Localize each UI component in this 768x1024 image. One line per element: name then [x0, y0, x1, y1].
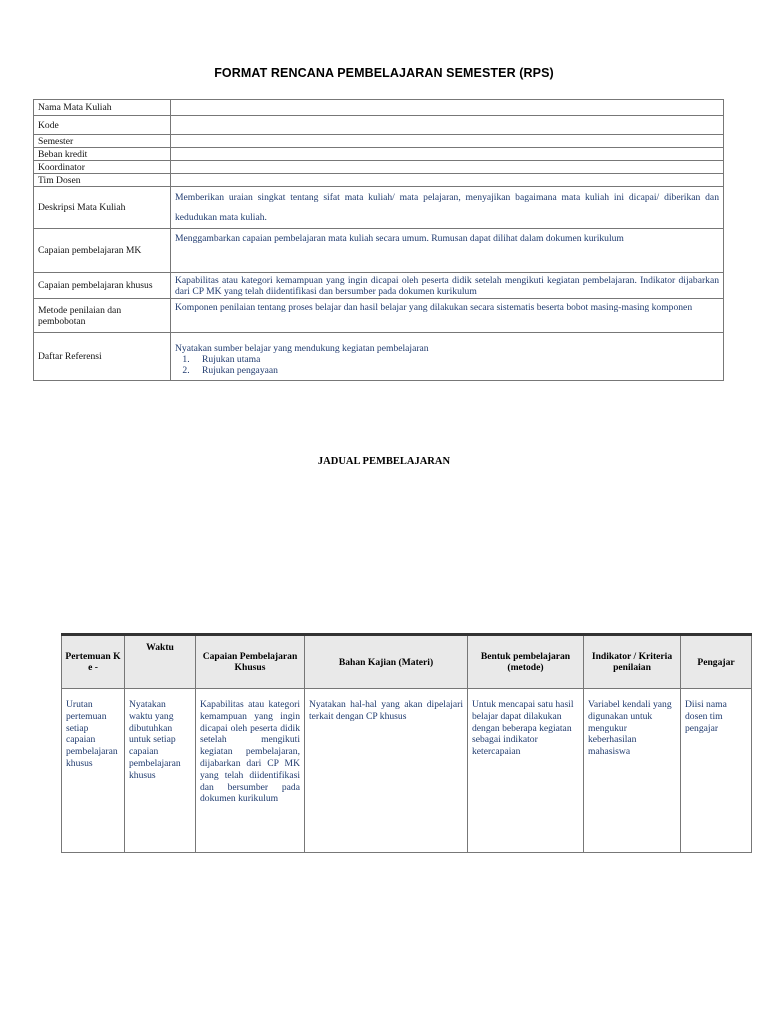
table-row: [34, 333, 724, 381]
beban-kredit-label: Beban kredit: [34, 148, 171, 161]
table-row: [62, 689, 752, 853]
cell-bentuk-pembelajaran: Untuk mencapai satu hasil belajar dapat dilakukan dengan beberapa kegiatan sebagai indikator ketercapaian: [468, 689, 584, 853]
rps-info-table: [33, 99, 724, 381]
table-row: [34, 229, 724, 273]
capaian-khusus-label: Capaian pembelajaran khusus: [34, 273, 171, 299]
cell-waktu: Nyatakan waktu yang dibutuhkan untuk setiap capaian pembelajaran khusus: [125, 689, 196, 853]
semester-label: Semester: [34, 135, 171, 148]
metode-label: Metode penilaian dan pembobotan: [34, 299, 171, 333]
nama-mata-kuliah-field[interactable]: [171, 100, 724, 116]
cell-pengajar: Diisi nama dosen tim pengajar: [681, 689, 752, 853]
referensi-list: [175, 354, 719, 376]
header-bentuk-pembelajaran: Bentuk pembelajaran (metode): [468, 635, 584, 689]
header-capaian: Capaian Pembelajaran Khusus: [196, 635, 305, 689]
header-indikator: Indikator / Kriteria penilaian: [584, 635, 681, 689]
table-row: [34, 187, 724, 229]
header-pertemuan: Pertemuan K e -: [62, 635, 125, 689]
table-row: [34, 174, 724, 187]
koordinator-field[interactable]: [171, 161, 724, 174]
cell-indikator: Variabel kendali yang digunakan untuk mengukur keberhasilan mahasiswa: [584, 689, 681, 853]
capaian-mk-value: Menggambarkan capaian pembelajaran mata kuliah secara umum. Rumusan dapat dilihat dalam dokumen kurikulum: [171, 229, 724, 273]
capaian-mk-label: Capaian pembelajaran MK: [34, 229, 171, 273]
cell-bahan-kajian: Nyatakan hal-hal yang akan dipelajari terkait dengan CP khusus: [305, 689, 468, 853]
nama-mata-kuliah-label: Nama Mata Kuliah: [34, 100, 171, 116]
table-row: [34, 148, 724, 161]
cell-pertemuan: Urutan pertemuan setiap capaian pembelajaran khusus: [62, 689, 125, 853]
referensi-label: Daftar Referensi: [34, 333, 171, 381]
header-waktu: Waktu: [125, 635, 196, 689]
metode-value: Komponen penilaian tentang proses belajar dan hasil belajar yang dilakukan secara sistematis beserta bobot masing-masing komponen: [171, 299, 724, 333]
deskripsi-value: Memberikan uraian singkat tentang sifat mata kuliah/ mata pelajaran, menyajikan bagaimana mata kuliah ini dicapai/ diberikan dan kedudukan mata kuliah.: [171, 187, 724, 229]
schedule-table: [61, 633, 752, 853]
kode-field[interactable]: [171, 116, 724, 135]
deskripsi-label: Deskripsi Mata Kuliah: [34, 187, 171, 229]
koordinator-label: Koordinator: [34, 161, 171, 174]
page-title: FORMAT RENCANA PEMBELAJARAN SEMESTER (RPS): [214, 66, 554, 80]
table-row: [34, 116, 724, 135]
list-item: 2. Rujukan pengayaan: [192, 365, 719, 376]
capaian-khusus-value: Kapabilitas atau kategori kemampuan yang ingin dicapai oleh peserta didik setelah mengikuti kegiatan pembelajaran. Indikator dijabarkan dari CP MK yang telah diidentifikasi dan bersumber pada dokumen kurikulum: [171, 273, 724, 299]
tim-dosen-label: Tim Dosen: [34, 174, 171, 187]
kode-label: Kode: [34, 116, 171, 135]
table-row: [34, 273, 724, 299]
list-item: 1. Rujukan utama: [192, 354, 719, 365]
table-row: [34, 100, 724, 116]
cell-capaian: Kapabilitas atau kategori kemampuan yang ingin dicapai oleh peserta didik setelah mengikuti kegiatan pembelajaran, dijabarkan dari CP MK yang telah diidentifikasi dan bersumber pada dokumen kurikulum: [196, 689, 305, 853]
table-row: [34, 135, 724, 148]
semester-field[interactable]: [171, 135, 724, 148]
referensi-value: [171, 333, 724, 381]
table-row: [34, 161, 724, 174]
table-header-row: [62, 635, 752, 689]
schedule-title: JADUAL PEMBELAJARAN: [317, 456, 451, 467]
tim-dosen-field[interactable]: [171, 174, 724, 187]
header-bahan-kajian: Bahan Kajian (Materi): [305, 635, 468, 689]
header-pengajar: Pengajar: [681, 635, 752, 689]
beban-kredit-field[interactable]: [171, 148, 724, 161]
table-row: [34, 299, 724, 333]
referensi-intro: Nyatakan sumber belajar yang mendukung kegiatan pembelajaran: [175, 343, 429, 354]
